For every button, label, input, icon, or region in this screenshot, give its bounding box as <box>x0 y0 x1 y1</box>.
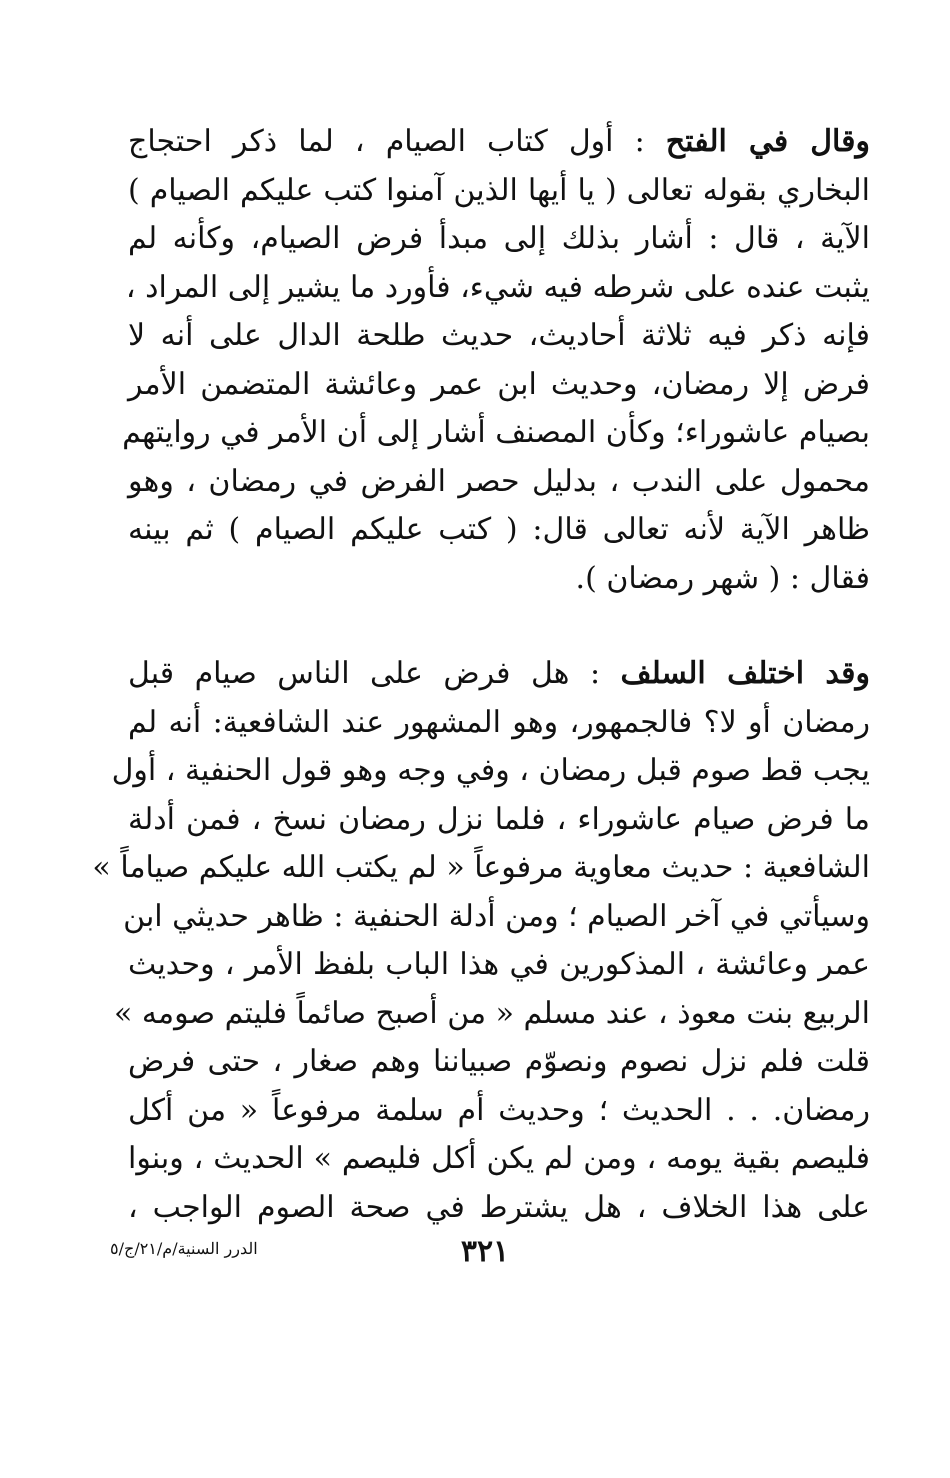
page-footer <box>0 1232 950 1282</box>
paragraph-line: فليصم بقية يومه ، ومن لم يكن أكل فليصم » الحديث ، وبنوا <box>128 1141 870 1176</box>
paragraph-fath <box>122 118 870 603</box>
paragraph-line: فإنه ذكر فيه ثلاثة أحاديث، حديث طلحة الدال على أنه لا <box>128 318 870 353</box>
paragraph-line: فقال : ( شهر رمضان ). <box>575 560 870 596</box>
paragraph-first-line-text: : هل فرض على الناس صيام قبل <box>128 656 621 691</box>
paragraph-line: البخاري بقوله تعالى ( يا أيها الذين آمنوا كتب عليكم الصيام ) <box>128 172 870 208</box>
paragraph-line: رمضان أو لا؟ فالجمهور، وهو المشهور عند الشافعية: أنه لم <box>128 704 870 740</box>
paragraph-line: الربيع بنت معوذ ، عند مسلم « من أصبح صائماً فليتم صومه » <box>114 995 870 1031</box>
paragraph-line: وسيأتي في آخر الصيام ؛ ومن أدلة الحنفية : ظاهر حديثي ابن <box>123 898 870 934</box>
paragraph-lead: وقال في الفتح <box>665 124 870 159</box>
paragraph-line: يثبت عنده على شرطه فيه شيء، فأورد ما يشير إلى المراد ، <box>125 269 870 305</box>
paragraph-line: رمضان. . . الحديث ؛ وحديث أم سلمة مرفوعاً « من أكل <box>128 1092 870 1128</box>
paragraph-line: قلت فلم نزل نصوم ونصوّم صبياننا وهم صغار ، حتى فرض <box>128 1044 870 1079</box>
paragraph-line: عمر وعائشة ، المذكورين في هذا الباب بلفظ الأمر ، وحديث <box>128 947 870 982</box>
paragraph-line: محمول على الندب ، بدليل حصر الفرض في رمضان ، وهو <box>128 463 870 499</box>
paragraph-line: فرض إلا رمضان، وحديث ابن عمر وعائشة المتضمن الأمر <box>128 366 870 402</box>
page-number: ٣٢١ <box>460 1234 510 1269</box>
paragraph-line <box>128 118 870 167</box>
paragraph-line: على هذا الخلاف ، هل يشترط في صحة الصوم الواجب ، <box>128 1189 870 1225</box>
source-reference: الدرر السنية/م/٢١/ج/٥ <box>110 1239 258 1258</box>
paragraph-line: ما فرض صيام عاشوراء ، فلما نزل رمضان نسخ ، فمن أدلة <box>128 801 870 837</box>
paragraph-line: ظاهر الآية لأنه تعالى قال: ( كتب عليكم الصيام ) ثم بينه <box>128 512 870 547</box>
paragraph-line: بصيام عاشوراء؛ وكأن المصنف أشار إلى أن الأمر في روايتهم <box>122 415 870 450</box>
paragraph-line <box>128 650 870 699</box>
paragraph-line: الشافعية : حديث معاوية مرفوعاً « لم يكتب الله عليكم صياماً » <box>92 850 870 885</box>
paragraph-line: يجب قط صوم قبل رمضان ، وفي وجه وهو قول الحنفية ، أول <box>111 753 870 788</box>
paragraph-lead: وقد اختلف السلف <box>620 656 871 691</box>
paragraph-line: الآية ، قال : أشار بذلك إلى مبدأ فرض الصيام، وكأنه لم <box>128 221 870 256</box>
paragraph-salaf <box>92 650 871 1232</box>
paragraph-first-line-text: : أول كتاب الصيام ، لما ذكر احتجاج <box>128 124 666 159</box>
